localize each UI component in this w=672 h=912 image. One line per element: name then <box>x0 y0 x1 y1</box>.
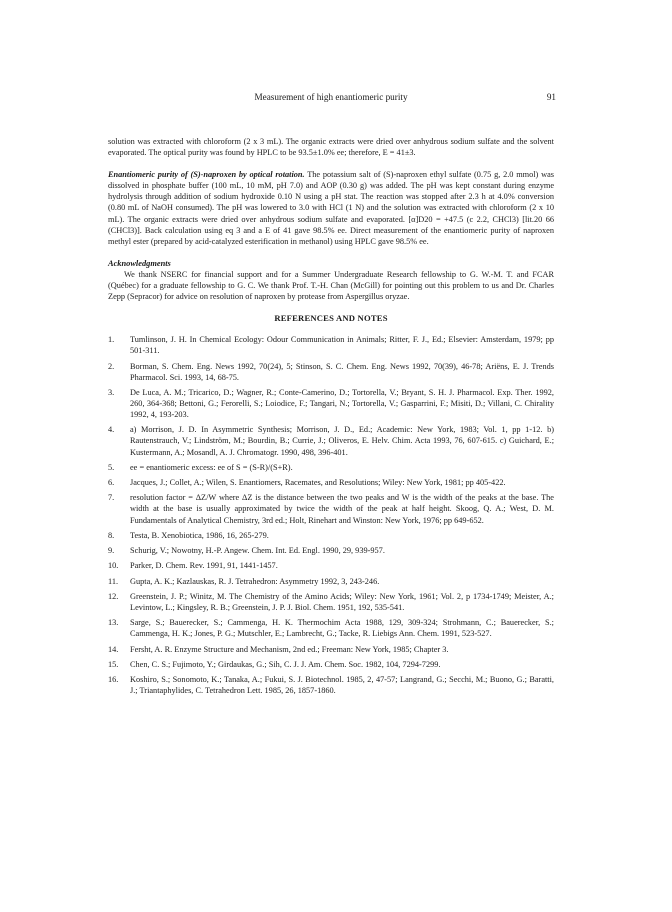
reference-item <box>108 361 554 383</box>
running-title: Measurement of high enantiomeric purity <box>254 92 408 102</box>
reference-text: Jacques, J.; Collet, A.; Wilen, S. Enantiomers, Racemates, and Resolutions; Wiley: New York, 1981; pp 405-422. <box>130 478 506 488</box>
reference-text: ee = enantiomeric excess: ee of S = (S-R)/(S+R). <box>130 462 293 472</box>
reference-number: 15. <box>108 660 119 669</box>
reference-item <box>108 334 554 356</box>
reference-number: 4. <box>108 425 115 435</box>
reference-item <box>108 644 554 655</box>
reference-text: Tumlinson, J. H. In Chemical Ecology: Odour Communication in Animals; Ritter, F. J., Ed.; Elsevier: Amsterdam, 1979; pp 501-311. <box>130 335 554 356</box>
reference-number: 11. <box>108 576 119 586</box>
reference-item <box>108 674 554 696</box>
reference-item <box>108 659 554 670</box>
reference-text: Borman, S. Chem. Eng. News 1992, 70(24), 5; Stinson, S. C. Chem. Eng. News 1992, 70(39), 46-78; Ariëns, E. J. Trends Pharmacol. Sci. 1993, 14, 68-75. <box>130 361 554 382</box>
reference-item <box>108 424 554 457</box>
reference-number: 1. <box>108 335 115 345</box>
reference-item <box>108 591 554 613</box>
reference-text: Chen, C. S.; Fujimoto, Y.; Girdaukas, G.; Sih, C. J. J. Am. Chem. Soc. 1982, 104, 7294-7299. <box>130 660 441 669</box>
reference-text: resolution factor = ΔZ/W where ΔZ is the distance between the two peaks and W is the width of the peaks at the base. The width at the base is usually approximated by twice the width of the peak at half height. Skoog, Q. A.; West, D. M. Fundamentals of Analytical Chemistry, 3rd ed.; Holt, Rinehart and Winston: New York, 1976; pp 649-652. <box>130 493 554 525</box>
reference-number: 6. <box>108 478 115 488</box>
reference-text: Parker, D. Chem. Rev. 1991, 91, 1441-1457. <box>130 561 278 571</box>
journal-page <box>108 92 554 701</box>
naproxen-paragraph <box>108 169 554 247</box>
reference-item <box>108 545 554 556</box>
reference-item <box>108 387 554 420</box>
reference-text: Koshiro, S.; Sonomoto, K.; Tanaka, A.; Fukui, S. J. Biotechnol. 1985, 2, 47-57; Langrand, G.; Secchi, M.; Buono, G.; Baratti, J.; Triantaphylides, C. Tetrahedron Lett. 1985, 26, 1857-1860. <box>130 675 554 696</box>
reference-number: 7. <box>108 493 115 503</box>
reference-text: Greenstein, J. P.; Winitz, M. The Chemistry of the Amino Acids; Wiley: New York, 1961; Vol. 2, p 1734-1749; Meister, A.; Levintow, L.; Kingsley, R. B.; Greenstein, J. P. J. Biol. Chem. 1951, 192, 535-541. <box>130 591 554 613</box>
reference-item <box>108 477 554 488</box>
reference-text: Testa, B. Xenobiotica, 1986, 16, 265-279. <box>130 530 269 540</box>
reference-number: 14. <box>108 644 119 654</box>
naproxen-text: The potassium salt of (S)-naproxen ethyl sulfate (0.75 g, 2.0 mmol) was dissolved in phosphate buffer (100 mL, 10 mM, pH 7.0) and AOP (0.30 g) was added. The pH was kept constant during enzyme hydrolysis through addition of sodium hydroxide 0.10 N using a pH stat. The reaction was stopped after 2.3 h at 4.0% conversion (0.80 mL of NaOH consumed). The pH was lowered to 3.0 with HCl (1 N) and the solution was extracted with chloroform (2 x 10 mL). The organic extracts were dried over anhydrous sodium sulfate and evaporated. [α]D20 = +47.5 (c 2.2, CHCl3) [lit.20 66 (CHCl3)]. Back calculation using eq 3 and a E of 41 gave 98.5% ee. Direct measurement of the enantiomeric purity of naproxen methyl ester (prepared by acid-catalyzed esterification in methanol) using HPLC gave 98.5% ee. <box>108 170 554 246</box>
reference-text: Sarge, S.; Bauerecker, S.; Cammenga, H. K. Thermochim Acta 1988, 129, 309-324; Strohmann, C.; Bauerecker, S.; Cammenga, H. K.; Jones, P. G.; Mutschler, E.; Lambrecht, G.; Tacke, R. Liebigs Ann. Chem. 1991, 523-527. <box>130 618 554 639</box>
reference-text: Gupta, A. K.; Kazlauskas, R. J. Tetrahedron: Asymmetry 1992, 3, 243-246. <box>130 576 380 586</box>
reference-item <box>108 530 554 541</box>
page-number: 91 <box>546 92 556 102</box>
running-header <box>108 92 554 108</box>
reference-number: 8. <box>108 530 115 540</box>
reference-number: 3. <box>108 387 115 397</box>
reference-number: 10. <box>108 561 119 571</box>
reference-number: 12. <box>108 591 119 601</box>
reference-number: 9. <box>108 546 115 556</box>
reference-item <box>108 576 554 587</box>
acknowledgments-heading: Acknowledgments <box>108 258 171 268</box>
reference-text: De Luca, A. M.; Tricarico, D.; Wagner, R.; Conte-Camerino, D.; Tortorella, V.; Bryant, S. H. J. Pharmacol. Exp. Ther. 1992, 260, 364-368; Bettoni, G.; Ferorelli, S.; Loiodice, F.; Tangari, N.; Tortorella, V.; Gasparrini, F.; Misiti, D.; Villani, C. Chirality 1992, 4, 193-203. <box>130 387 554 420</box>
references-heading: REFERENCES AND NOTES <box>274 313 388 324</box>
reference-number: 13. <box>108 618 119 628</box>
reference-number: 2. <box>108 361 115 371</box>
naproxen-heading: Enantiomeric purity of (S)-naproxen by optical rotation. <box>108 170 305 180</box>
reference-item <box>108 462 554 473</box>
reference-number: 16. <box>108 675 119 685</box>
reference-number: 5. <box>108 462 115 472</box>
continued-paragraph: solution was extracted with chloroform (2 x 3 mL). The organic extracts were dried over anhydrous sodium sulfate and the solvent evaporated. The optical purity was found by HPLC to be 93.5±1.0% ee; therefore, E = 41±3. <box>108 137 554 158</box>
reference-item <box>108 617 554 639</box>
reference-text: a) Morrison, J. D. In Asymmetric Synthesis; Morrison, J. D., Ed.; Academic: New York, 1983; Vol. 1, pp 1-12. b) Rautenstrauch, V.; Lindström, M.; Bourdin, B.; Currie, J.; Oliveros, E. Helv. Chim. Acta 1993, 76, 607-615. c) Guichard, E.; Kustermann, A.; Mosandl, A. J. Chromatogr. 1990, 498, 396-401. <box>130 425 554 457</box>
reference-item <box>108 560 554 571</box>
reference-list <box>108 334 554 696</box>
reference-text: Fersht, A. R. Enzyme Structure and Mechanism, 2nd ed.; Freeman: New York, 1985; Chapter 3. <box>130 644 449 654</box>
acknowledgments-text: We thank NSERC for financial support and for a Summer Undergraduate Research fellowship to G. W.-M. T. and FCAR (Québec) for a graduate fellowship to G. C. We thank Prof. T.-H. Chan (McGill) for pointing out this problem to us and Dr. Charles Zepp (Sepracor) for advice on resolution of naproxen by protease from Aspergillus oryzae. <box>108 269 554 302</box>
reference-item <box>108 492 554 525</box>
reference-text: Schurig, V.; Nowotny, H.-P. Angew. Chem. Int. Ed. Engl. 1990, 29, 939-957. <box>130 546 385 556</box>
